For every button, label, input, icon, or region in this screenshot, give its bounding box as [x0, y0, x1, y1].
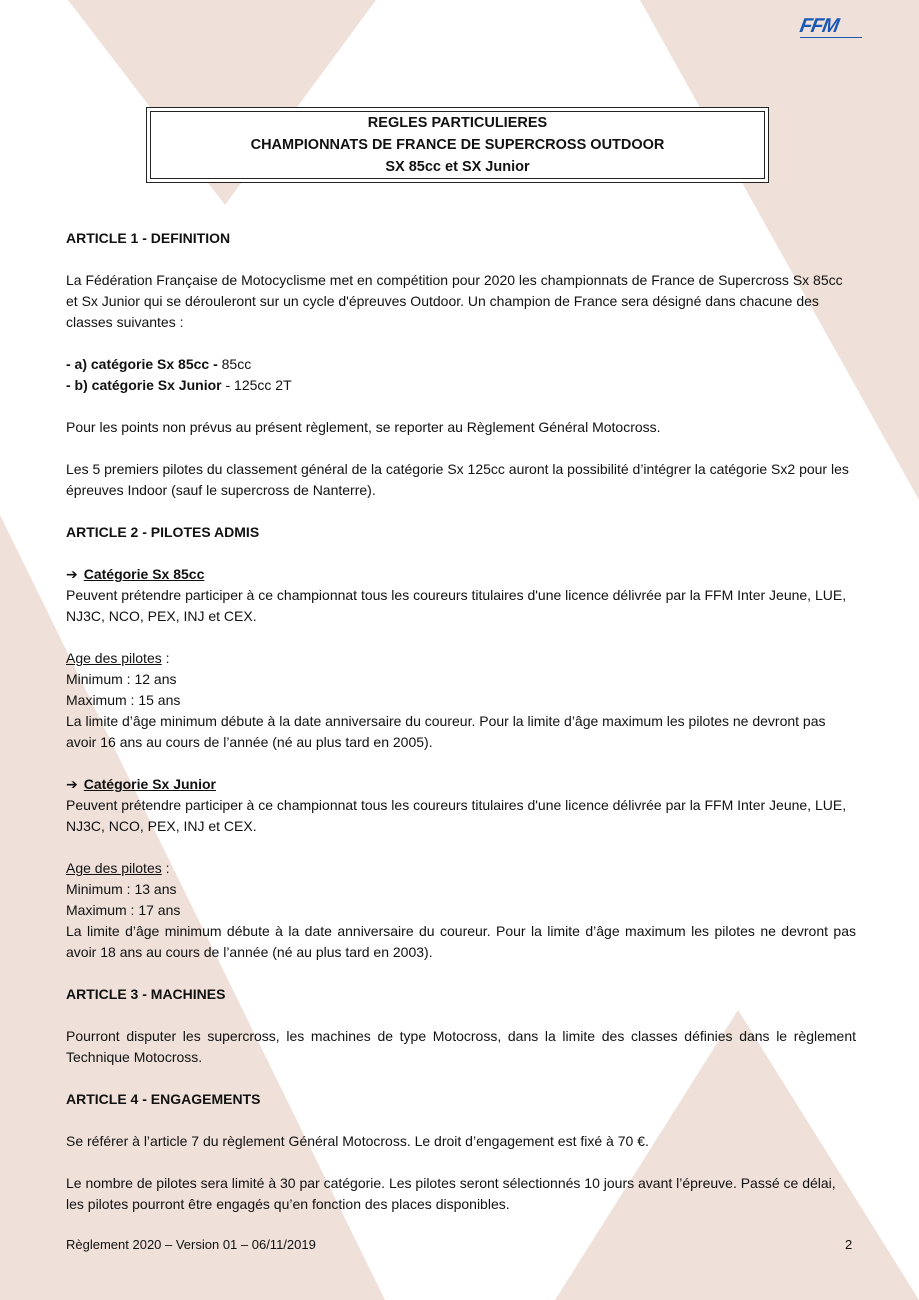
age-colon: : [161, 860, 170, 876]
category-junior-age-limit: La limite d’âge minimum débute à la date anniversaire du coureur. Pour la limite d’âge maximum les pilotes ne devront pas avoir 18 ans au cours de l’année (né au plus tard en 2003). [66, 923, 856, 960]
title-line-3: SX 85cc et SX Junior [385, 159, 530, 175]
title-box [146, 107, 769, 183]
category-b-line [66, 375, 856, 396]
article-4-paragraph-1: Se référer à l’article 7 du règlement Général Motocross. Le droit d’engagement est fixé à 70 €. [66, 1133, 649, 1149]
category-85cc-age-heading [66, 648, 856, 669]
category-85cc-title: Catégorie Sx 85cc [83, 566, 205, 582]
page-number: 2 [845, 1237, 853, 1252]
category-b-value: - 125cc 2T [221, 377, 292, 393]
category-junior-age-max: Maximum : 17 ans [66, 902, 181, 918]
category-a-value: 85cc [217, 356, 252, 372]
article-1-paragraph-3: Les 5 premiers pilotes du classement général de la catégorie Sx 125cc auront la possibilité d’intégrer la catégorie Sx2 pour les épreuves Indoor (sauf le supercross de Nanterre). [66, 461, 849, 498]
category-junior-age-heading [66, 858, 856, 879]
article-1-paragraph-2: Pour les points non prévus au présent règlement, se reporter au Règlement Général Motocross. [66, 419, 661, 435]
article-3-paragraph: Pourront disputer les supercross, les machines de type Motocross, dans la limite des classes définies dans le règlement Technique Motocross. [66, 1028, 856, 1065]
title-line-2: CHAMPIONNATS DE FRANCE DE SUPERCROSS OUTDOOR [250, 137, 665, 153]
article-2-heading: ARTICLE 2 - PILOTES ADMIS [66, 524, 260, 540]
category-junior-title: Catégorie Sx Junior [83, 776, 216, 792]
arrow-right-icon: ➔ [66, 776, 78, 792]
article-4-paragraph-2: Le nombre de pilotes sera limité à 30 par catégorie. Les pilotes seront sélectionnés 10 jours avant l’épreuve. Passé ce délai, les pilotes pourront être engagés qu’en fonction des places disponibles. [66, 1175, 836, 1212]
category-85cc-age-min: Minimum : 12 ans [66, 671, 177, 687]
article-4-heading: ARTICLE 4 - ENGAGEMENTS [66, 1091, 261, 1107]
category-junior-heading [66, 774, 856, 795]
category-junior-eligibility: Peuvent prétendre participer à ce championnat tous les coureurs titulaires d'une licence délivrée par la FFM Inter Jeune, LUE, NJ3C, NCO, PEX, INJ et CEX. [66, 797, 847, 834]
category-a-line [66, 354, 856, 375]
category-a-label: - a) catégorie Sx 85cc - [66, 356, 218, 372]
title-line-1: REGLES PARTICULIERES [367, 115, 548, 131]
category-85cc-heading [66, 564, 856, 585]
age-label: Age des pilotes [66, 860, 162, 876]
age-label: Age des pilotes [66, 650, 162, 666]
title-box-inner [150, 111, 765, 179]
logo-text: FFM [798, 15, 841, 37]
age-colon: : [161, 650, 170, 666]
article-3-heading: ARTICLE 3 - MACHINES [66, 986, 226, 1002]
footer-version: Règlement 2020 – Version 01 – 06/11/2019 [66, 1237, 316, 1252]
category-85cc-eligibility: Peuvent prétendre participer à ce championnat tous les coureurs titulaires d'une licence délivrée par la FFM Inter Jeune, LUE, NJ3C, NCO, PEX, INJ et CEX. [66, 587, 847, 624]
logo-underline [800, 37, 862, 41]
document-body [66, 228, 856, 1215]
category-b-label: - b) catégorie Sx Junior [66, 377, 222, 393]
category-junior-age-min: Minimum : 13 ans [66, 881, 177, 897]
category-85cc-age-limit: La limite d’âge minimum débute à la date anniversaire du coureur. Pour la limite d’âge maximum les pilotes ne devront pas avoir 16 ans au cours de l’année (né au plus tard en 2005). [66, 713, 826, 750]
ffm-logo [800, 16, 862, 41]
arrow-right-icon: ➔ [66, 566, 78, 582]
category-85cc-age-max: Maximum : 15 ans [66, 692, 181, 708]
article-1-paragraph-1: La Fédération Française de Motocyclisme met en compétition pour 2020 les championnats de France de Supercross Sx 85cc et Sx Junior qui se dérouleront sur un cycle d'épreuves Outdoor. Un champion de France sera désigné dans chacune des classes suivantes : [66, 272, 843, 330]
article-1-heading: ARTICLE 1 - DEFINITION [66, 230, 231, 246]
